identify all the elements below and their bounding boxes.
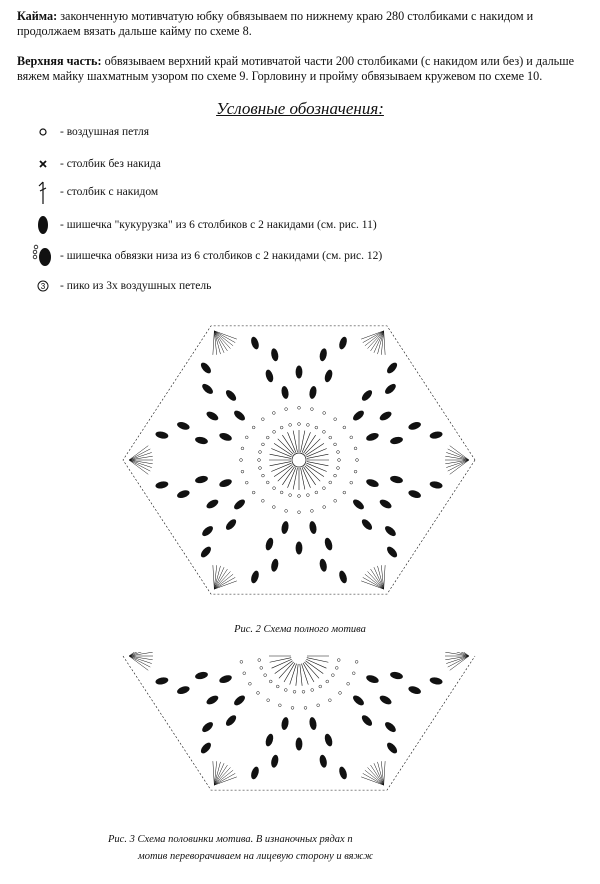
chain-loop: [272, 412, 275, 415]
popcorn-mark: [270, 754, 279, 768]
chain-loop: [337, 467, 340, 470]
chain-loop: [248, 682, 251, 685]
svg-text:3: 3: [40, 282, 46, 291]
chain-loop: [323, 412, 326, 415]
chain-loop: [259, 451, 262, 454]
popcorn-mark: [155, 480, 169, 489]
stitch-mark: [304, 662, 319, 678]
popcorn-mark: [232, 409, 246, 423]
fan-stitch: [214, 773, 235, 785]
chain-loop: [343, 491, 346, 494]
popcorn-mark: [389, 671, 403, 681]
chain-loop: [354, 470, 357, 473]
chain-loop: [352, 672, 355, 675]
chain-loop: [245, 436, 248, 439]
fan-stitch: [129, 452, 152, 460]
fan-stitch: [214, 569, 227, 589]
double-crochet-icon: [28, 179, 58, 205]
popcorn-mark: [365, 478, 380, 489]
popcorn-mark: [281, 521, 290, 535]
chain-loop: [240, 459, 243, 462]
popcorn-mark: [378, 410, 393, 422]
popcorn-mark: [429, 676, 443, 685]
paragraph-edging: [17, 9, 587, 39]
fan-stitch: [371, 765, 384, 785]
edging-text: законченную мотивчатую юбку обвязываем по нижнему краю 280 столбиками с накидом и продолжаем вязать дальше кайму по схеме 8.: [17, 9, 534, 38]
chain-loop: [347, 682, 350, 685]
chain-loop: [350, 436, 353, 439]
fan-stitch: [214, 331, 227, 351]
popcorn-mark: [218, 674, 233, 685]
popcorn-mark: [194, 671, 208, 681]
popcorn-mark: [338, 570, 349, 584]
chain-loop: [260, 666, 263, 669]
legend-item-chain: [28, 120, 149, 144]
chain-loop: [334, 499, 337, 502]
legend-title: Условные обозначения:: [216, 99, 384, 118]
chain-loop: [355, 660, 358, 663]
center-ring: [292, 453, 306, 467]
popcorn-mark: [270, 558, 279, 572]
popcorn-mark: [365, 431, 380, 442]
popcorn-mark: [296, 738, 303, 751]
fan-stitch: [371, 569, 384, 589]
fan-stitch: [446, 656, 469, 664]
chain-loop: [266, 481, 269, 484]
fan-stitch: [365, 574, 384, 589]
chain-loop: [261, 418, 264, 421]
chain-loop: [323, 487, 326, 490]
chain-loop: [335, 666, 338, 669]
stitch-mark: [270, 462, 292, 466]
popcorn-mark: [323, 733, 333, 747]
fan-stitch: [129, 656, 148, 670]
fan-stitch: [129, 460, 152, 468]
chain-loop: [262, 443, 265, 446]
chain-loop: [350, 481, 353, 484]
chain-stitch-icon: [28, 126, 58, 138]
popcorn-mark: [218, 431, 233, 442]
stitch-mark: [296, 664, 298, 686]
popcorn-mark: [429, 480, 443, 489]
popcorn-mark: [351, 498, 365, 512]
chain-loop: [259, 467, 262, 470]
chain-loop: [354, 447, 357, 450]
chain-loop: [262, 474, 265, 477]
chain-loop: [269, 680, 272, 683]
chain-loop: [280, 426, 283, 429]
legend-item-picot: [28, 274, 211, 298]
chain-loop: [289, 494, 292, 497]
chain-loop: [315, 491, 318, 494]
popcorn-mark: [205, 410, 220, 422]
fan-stitch: [450, 446, 469, 460]
stitch-mark: [270, 454, 292, 458]
chain-loop: [298, 423, 301, 426]
popcorn-mark: [218, 478, 233, 489]
chain-loop: [326, 680, 329, 683]
popcorn-mark: [155, 430, 169, 439]
popcorn-mark: [176, 685, 190, 696]
popcorn-mark: [194, 475, 208, 485]
popcorn-mark: [264, 733, 274, 747]
chain-loop: [266, 436, 269, 439]
chain-loop: [241, 470, 244, 473]
popcorn-mark: [378, 498, 393, 510]
top-part-label: Верхняя часть:: [17, 54, 102, 68]
chain-loop: [272, 506, 275, 509]
popcorn-mark: [360, 517, 374, 531]
legend-label: - столбик с накидом: [60, 186, 159, 198]
popcorn-mark: [319, 348, 328, 362]
stitch-mark: [293, 468, 297, 490]
chain-loop: [339, 692, 342, 695]
fan-stitch: [129, 446, 148, 460]
popcorn-mark: [323, 537, 333, 551]
chain-loop: [311, 689, 314, 692]
fan-stitch: [446, 452, 469, 460]
popcorn-mark: [383, 524, 397, 538]
popcorn-mark: [270, 348, 279, 362]
legend-label: - пико из 3х воздушных петель: [60, 280, 212, 292]
fan-stitch: [450, 460, 469, 474]
bottom-edging-puff-icon: [28, 243, 58, 269]
chain-loop: [356, 459, 359, 462]
full-motif-diagram: [118, 300, 480, 620]
stitch-mark: [301, 431, 305, 453]
chain-loop: [323, 430, 326, 433]
chain-loop: [278, 704, 281, 707]
figure-3-caption-line-2: мотив переворачиваем на лицевую сторону и вяжж: [138, 851, 374, 862]
popcorn-mark: [250, 336, 261, 350]
popcorn-mark: [308, 717, 317, 731]
chain-loop: [243, 672, 246, 675]
popcorn-mark: [407, 685, 421, 696]
figure-3-caption-line-1: Рис. 3 Схема половинки мотива. В изнаночных рядах п: [108, 834, 353, 845]
popcorn-mark: [378, 694, 393, 706]
popcorn-mark: [224, 517, 238, 531]
popcorn-mark: [281, 385, 290, 399]
popcorn-mark: [200, 524, 214, 538]
fan-stitch: [450, 656, 469, 670]
chain-loop: [252, 491, 255, 494]
chain-loop: [241, 447, 244, 450]
fan-stitch: [214, 770, 233, 785]
popcorn-mark: [264, 369, 274, 383]
fan-stitch: [213, 565, 214, 589]
chain-loop: [258, 659, 261, 662]
half-motif-diagram: [118, 652, 480, 828]
popcorn-mark: [232, 694, 246, 708]
chain-loop: [304, 706, 307, 709]
popcorn-mark: [383, 382, 397, 396]
chain-loop: [240, 660, 243, 663]
legend-item-bottom-puff: [28, 244, 382, 268]
chain-loop: [311, 408, 314, 411]
chain-loop: [337, 659, 340, 662]
popcorn-mark: [385, 545, 399, 559]
chain-loop: [334, 474, 337, 477]
chain-loop: [298, 406, 301, 409]
chain-loop: [315, 426, 318, 429]
single-crochet-icon: [28, 158, 58, 170]
popcorn-mark: [389, 436, 403, 446]
fan-stitch: [384, 761, 385, 785]
fan-stitch: [129, 460, 148, 474]
chain-loop: [311, 509, 314, 512]
popcorn-mark: [250, 570, 261, 584]
fan-stitch: [371, 331, 384, 351]
paragraph-top-part: [17, 54, 587, 84]
popcorn-mark: [296, 542, 303, 555]
legend-item-double-crochet: [28, 180, 158, 204]
chain-loop: [273, 430, 276, 433]
fan-stitch: [365, 331, 384, 346]
fan-stitch: [129, 656, 152, 664]
popcorn-mark: [407, 421, 421, 432]
chain-loop: [285, 408, 288, 411]
popcorn-mark: [319, 558, 328, 572]
chain-loop: [307, 424, 310, 427]
chain-loop: [307, 494, 310, 497]
popcorn-mark: [264, 537, 274, 551]
popcorn-mark: [360, 713, 374, 727]
motif-outline: [123, 656, 475, 790]
legend-label: - шишечка обвязки низа из 6 столбиков с 2 накидами (см. рис. 12): [60, 250, 383, 262]
legend-label: - столбик без накида: [60, 158, 161, 170]
chain-loop: [334, 443, 337, 446]
chain-loop: [267, 699, 270, 702]
chain-loop: [323, 506, 326, 509]
stitch-mark: [270, 658, 292, 663]
chain-loop: [334, 418, 337, 421]
popcorn-mark: [308, 521, 317, 535]
popcorn-mark: [200, 720, 214, 734]
stitch-mark: [300, 664, 302, 686]
fan-stitch: [363, 577, 384, 589]
popcorn-mark: [389, 475, 403, 485]
popcorn-mark: [385, 741, 399, 755]
top-part-text: обвязываем верхний край мотивчатой части 200 столбиками (с накидом или без) и дальше вяжем майку шахматным узором по схеме 9. Горловину и пройму обвязываем кружевом по схеме 10.: [17, 54, 575, 83]
chain-loop: [258, 459, 261, 462]
popcorn-mark: [205, 498, 220, 510]
popcorn-mark: [360, 388, 374, 402]
chain-loop: [284, 689, 287, 692]
stitch-mark: [307, 658, 329, 663]
chain-loop: [329, 481, 332, 484]
popcorn-mark: [176, 421, 190, 432]
fan-stitch: [214, 765, 227, 785]
popcorn-mark: [323, 369, 333, 383]
chain-loop: [298, 495, 301, 498]
stitch-mark: [301, 468, 305, 490]
chain-loop: [261, 499, 264, 502]
popcorn-mark: [194, 436, 208, 446]
popcorn-mark: [199, 741, 213, 755]
popcorn-mark: [351, 409, 365, 423]
popcorn-mark: [365, 674, 380, 685]
chain-loop: [343, 426, 346, 429]
figure-2-caption: Рис. 2 Схема полного мотива: [234, 624, 366, 635]
popcorn-mark: [176, 489, 190, 500]
chain-loop: [293, 690, 296, 693]
fan-stitch: [214, 331, 235, 343]
stitch-mark: [279, 662, 294, 678]
chain-loop: [329, 436, 332, 439]
fan-stitch: [213, 761, 214, 785]
chain-loop: [252, 426, 255, 429]
chain-loop: [257, 692, 260, 695]
chain-loop: [245, 481, 248, 484]
chain-loop: [291, 706, 294, 709]
chain-loop: [328, 699, 331, 702]
popcorn-mark: [338, 766, 349, 780]
popcorn-mark: [338, 336, 349, 350]
legend-label: - воздушная петля: [60, 126, 150, 138]
popcorn-mark: [319, 754, 328, 768]
popcorn-mark: [200, 382, 214, 396]
fan-stitch: [363, 331, 384, 343]
popcorn-mark: [351, 694, 365, 708]
chain-loop: [317, 704, 320, 707]
stitch-mark: [293, 431, 297, 453]
stitch-mark: [307, 454, 329, 458]
popcorn-mark: [224, 388, 238, 402]
edging-label: Кайма:: [17, 9, 58, 23]
popcorn-icon: [28, 214, 58, 236]
popcorn-mark: [385, 361, 399, 375]
fan-stitch: [363, 773, 384, 785]
popcorn-mark: [250, 766, 261, 780]
fan-stitch: [384, 565, 385, 589]
fan-stitch: [446, 460, 469, 468]
popcorn-mark: [199, 545, 213, 559]
fan-stitch: [384, 331, 385, 355]
chain-loop: [289, 424, 292, 427]
fan-stitch: [213, 331, 214, 355]
popcorn-mark: [224, 713, 238, 727]
chain-loop: [298, 511, 301, 514]
popcorn-mark: [308, 385, 317, 399]
popcorn-mark: [429, 430, 443, 439]
popcorn-mark: [199, 361, 213, 375]
popcorn-mark: [281, 717, 290, 731]
stitch-mark: [307, 462, 329, 466]
chain-loop: [273, 487, 276, 490]
popcorn-mark: [296, 366, 303, 379]
chain-loop: [319, 685, 322, 688]
fan-stitch: [365, 770, 384, 785]
chain-loop: [302, 690, 305, 693]
chain-loop: [280, 491, 283, 494]
popcorn-mark: [407, 489, 421, 500]
fan-stitch: [214, 577, 235, 589]
chain-loop: [331, 674, 334, 677]
chain-loop: [337, 451, 340, 454]
popcorn-mark: [232, 498, 246, 512]
fan-stitch: [214, 574, 233, 589]
legend-item-single-crochet: [28, 152, 161, 176]
fan-stitch: [214, 331, 233, 346]
figure-3-caption: [108, 831, 538, 865]
chain-loop: [285, 509, 288, 512]
chain-loop: [264, 674, 267, 677]
legend-label: - шишечка "кукурузка" из 6 столбиков с 2 накидами (см. рис. 11): [60, 219, 377, 231]
popcorn-mark: [155, 676, 169, 685]
popcorn-mark: [205, 694, 220, 706]
chain-loop: [276, 685, 279, 688]
legend-item-popcorn: [28, 213, 377, 237]
chain-loop: [338, 459, 341, 462]
popcorn-mark: [383, 720, 397, 734]
picot-icon: [28, 279, 58, 293]
